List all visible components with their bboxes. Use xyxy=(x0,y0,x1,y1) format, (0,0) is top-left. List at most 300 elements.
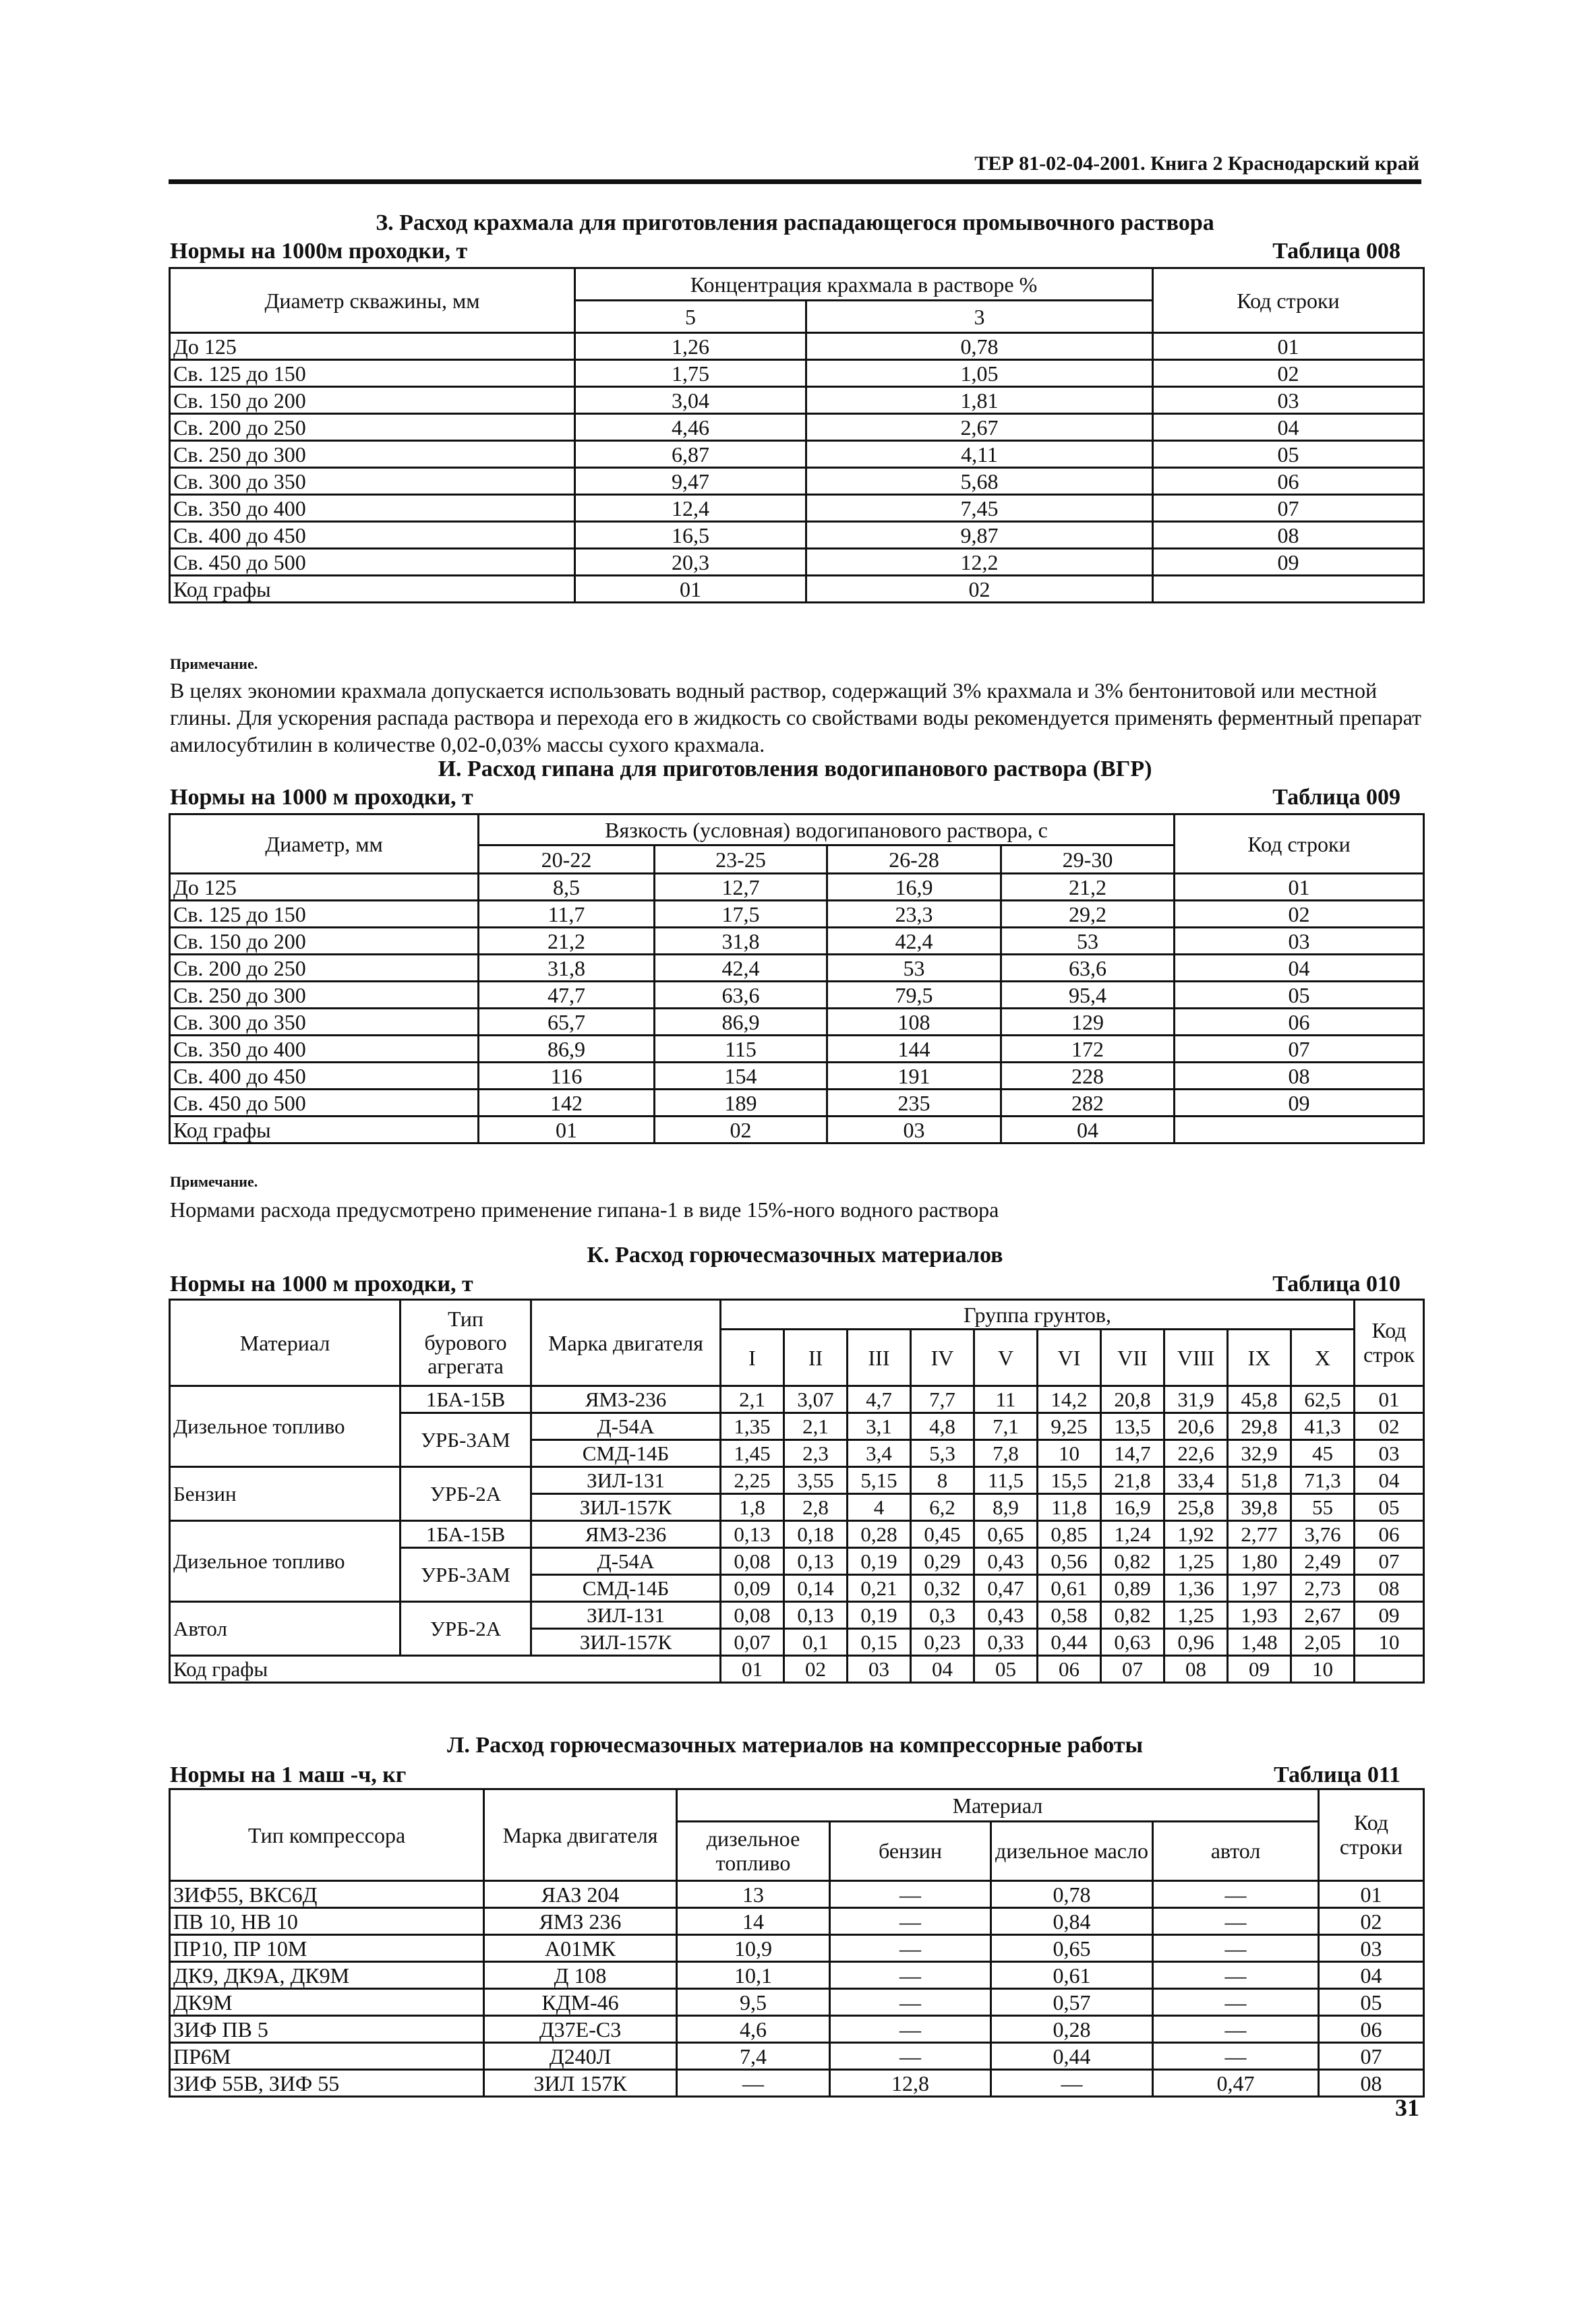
col-head-drill-unit: Тип бурового агрегата xyxy=(401,1300,531,1386)
table-cell: 172 xyxy=(1001,1036,1175,1063)
table-cell: 0,28 xyxy=(991,2016,1153,2043)
table-cell: 0,44 xyxy=(991,2043,1153,2070)
table-row xyxy=(170,1521,1424,1548)
table-cell: 12,2 xyxy=(806,549,1153,576)
value-cell: 11,8 xyxy=(1038,1494,1101,1521)
col-head-visc-1: 20-22 xyxy=(479,845,655,874)
table-cell: КДМ-46 xyxy=(484,1989,677,2016)
table-cell: 12,8 xyxy=(830,2070,991,2097)
value-cell: 0,32 xyxy=(911,1575,974,1602)
table-cell: 10,9 xyxy=(677,1935,830,1962)
table-cell: Св. 150 до 200 xyxy=(170,387,575,414)
value-cell: 0,19 xyxy=(848,1602,911,1629)
row-code-cell: 06 xyxy=(1355,1521,1424,1548)
value-cell: 0,63 xyxy=(1101,1629,1164,1656)
table-cell: 86,9 xyxy=(479,1036,655,1063)
table-cell: А01МК xyxy=(484,1935,677,1962)
table-cell: 228 xyxy=(1001,1063,1175,1090)
value-cell: 1,97 xyxy=(1228,1575,1291,1602)
graph-code-cell: 02 xyxy=(655,1117,827,1143)
value-cell: 3,4 xyxy=(848,1440,911,1467)
col-head-diameter: Диаметр скважины, мм xyxy=(170,268,575,333)
value-cell: 10 xyxy=(1038,1440,1101,1467)
section-title-fuel: К. Расход горючесмазочных материалов xyxy=(587,1243,1003,1268)
section-title-starch: З. Расход крахмала для приготовления распадающегося промывочного раствора xyxy=(376,210,1214,235)
table-cell: 86,9 xyxy=(655,1009,827,1036)
graph-code-row xyxy=(170,1656,1424,1683)
col-head-group-3: III xyxy=(848,1330,911,1386)
table-cell: 53 xyxy=(827,955,1001,982)
norms-label-compressor: Нормы на 1 маш -ч, кг xyxy=(170,1762,407,1787)
table-cell: Св. 125 до 150 xyxy=(170,360,575,387)
value-cell: 51,8 xyxy=(1228,1467,1291,1494)
value-cell: 9,25 xyxy=(1038,1413,1101,1440)
drill-unit-cell: 1БА-15В xyxy=(401,1386,531,1413)
table-row xyxy=(170,414,1424,441)
empty-cell xyxy=(1355,1656,1424,1683)
table-row xyxy=(170,1881,1424,1908)
value-cell: 0,08 xyxy=(721,1548,784,1575)
table-cell: — xyxy=(1153,1881,1319,1908)
value-cell: 7,7 xyxy=(911,1386,974,1413)
value-cell: 1,8 xyxy=(721,1494,784,1521)
table-cell: 07 xyxy=(1153,495,1424,522)
col-head-group-9: IX xyxy=(1228,1330,1291,1386)
value-cell: 0,28 xyxy=(848,1521,911,1548)
graph-code-cell: 10 xyxy=(1291,1656,1355,1683)
table-cell: 07 xyxy=(1319,2043,1424,2070)
value-cell: 16,9 xyxy=(1101,1494,1164,1521)
graph-code-row xyxy=(170,576,1424,603)
table-cell: 0,84 xyxy=(991,1908,1153,1935)
row-code-cell: 02 xyxy=(1355,1413,1424,1440)
table-cell: 282 xyxy=(1001,1090,1175,1117)
row-code-cell: 09 xyxy=(1355,1602,1424,1629)
graph-code-cell: 09 xyxy=(1228,1656,1291,1683)
drill-unit-cell: УРБ-3АМ xyxy=(401,1548,531,1602)
table-row xyxy=(170,1090,1424,1117)
table-cell: 9,47 xyxy=(575,468,806,495)
table-cell: 12,4 xyxy=(575,495,806,522)
table-cell: ЯАЗ 204 xyxy=(484,1881,677,1908)
drill-unit-cell: 1БА-15В xyxy=(401,1521,531,1548)
col-head-conc-5: 5 xyxy=(575,301,806,333)
engine-cell: ЗИЛ-131 xyxy=(531,1602,721,1629)
table-row xyxy=(170,1602,1424,1629)
value-cell: 41,3 xyxy=(1291,1413,1355,1440)
table-number-011: Таблица 011 xyxy=(1274,1762,1400,1787)
table-cell: 06 xyxy=(1153,468,1424,495)
col-head-visc-4: 29-30 xyxy=(1001,845,1175,874)
table-cell: 9,5 xyxy=(677,1989,830,2016)
table-cell: 02 xyxy=(1175,901,1424,928)
value-cell: 0,56 xyxy=(1038,1548,1101,1575)
table-cell: Св. 300 до 350 xyxy=(170,1009,479,1036)
table-cell: ПВ 10, НВ 10 xyxy=(170,1908,484,1935)
header-rule xyxy=(169,179,1421,184)
table-011 xyxy=(169,1788,1425,2098)
row-code-cell: 10 xyxy=(1355,1629,1424,1656)
col-head-material: Материал xyxy=(677,1789,1319,1822)
value-cell: 0,47 xyxy=(974,1575,1038,1602)
table-cell: — xyxy=(1153,1908,1319,1935)
table-cell: 6,87 xyxy=(575,441,806,468)
table-cell: 23,3 xyxy=(827,901,1001,928)
value-cell: 0,13 xyxy=(721,1521,784,1548)
note-heading-gipan: Примечание. xyxy=(170,1173,258,1190)
graph-code-cell: 03 xyxy=(827,1117,1001,1143)
engine-cell: ЯМЗ-236 xyxy=(531,1521,721,1548)
table-cell: — xyxy=(1153,2043,1319,2070)
graph-code-cell: 04 xyxy=(911,1656,974,1683)
table-cell: 1,75 xyxy=(575,360,806,387)
col-head-group-5: V xyxy=(974,1330,1038,1386)
graph-code-cell: 08 xyxy=(1164,1656,1228,1683)
value-cell: 14,7 xyxy=(1101,1440,1164,1467)
value-cell: 11 xyxy=(974,1386,1038,1413)
col-head-group-7: VII xyxy=(1101,1330,1164,1386)
table-cell: 16,9 xyxy=(827,874,1001,901)
value-cell: 0,13 xyxy=(784,1602,848,1629)
row-code-cell: 01 xyxy=(1355,1386,1424,1413)
drill-unit-cell: УРБ-2А xyxy=(401,1467,531,1521)
table-cell: ЗИФ 55В, ЗИФ 55 xyxy=(170,2070,484,2097)
graph-code-cell: 01 xyxy=(479,1117,655,1143)
value-cell: 11,5 xyxy=(974,1467,1038,1494)
table-cell: 95,4 xyxy=(1001,982,1175,1009)
table-cell: 06 xyxy=(1319,2016,1424,2043)
table-cell: 0,57 xyxy=(991,1989,1153,2016)
table-cell: 05 xyxy=(1175,982,1424,1009)
table-row xyxy=(170,468,1424,495)
col-head-diesel-oil: дизельное масло xyxy=(991,1822,1153,1881)
value-cell: 7,1 xyxy=(974,1413,1038,1440)
table-cell: ДК9, ДК9А, ДК9М xyxy=(170,1962,484,1989)
table-cell: 01 xyxy=(1319,1881,1424,1908)
table-cell: 17,5 xyxy=(655,901,827,928)
value-cell: 22,6 xyxy=(1164,1440,1228,1467)
table-cell: 1,81 xyxy=(806,387,1153,414)
table-cell: 1,05 xyxy=(806,360,1153,387)
table-cell: 7,45 xyxy=(806,495,1153,522)
value-cell: 2,05 xyxy=(1291,1629,1355,1656)
page-number: 31 xyxy=(1395,2094,1419,2121)
value-cell: 4 xyxy=(848,1494,911,1521)
table-row xyxy=(170,874,1424,901)
value-cell: 32,9 xyxy=(1228,1440,1291,1467)
table-row xyxy=(170,2070,1424,2097)
table-cell: 8,5 xyxy=(479,874,655,901)
value-cell: 1,80 xyxy=(1228,1548,1291,1575)
table-cell: — xyxy=(830,2043,991,2070)
table-cell: Св. 150 до 200 xyxy=(170,928,479,955)
value-cell: 33,4 xyxy=(1164,1467,1228,1494)
engine-cell: Д-54А xyxy=(531,1413,721,1440)
col-head-row-code: Код строки xyxy=(1319,1789,1424,1881)
value-cell: 0,44 xyxy=(1038,1629,1101,1656)
value-cell: 7,8 xyxy=(974,1440,1038,1467)
row-code-cell: 07 xyxy=(1355,1548,1424,1575)
material-cell: Дизельное топливо xyxy=(170,1386,401,1467)
graph-code-cell: 02 xyxy=(806,576,1153,603)
value-cell: 15,5 xyxy=(1038,1467,1101,1494)
table-cell: 42,4 xyxy=(655,955,827,982)
table-cell: 108 xyxy=(827,1009,1001,1036)
table-cell: ПР6М xyxy=(170,2043,484,2070)
norms-label-gipan: Нормы на 1000 м проходки, т xyxy=(170,785,473,810)
value-cell: 0,82 xyxy=(1101,1602,1164,1629)
table-cell: 144 xyxy=(827,1036,1001,1063)
value-cell: 0,23 xyxy=(911,1629,974,1656)
col-head-diameter: Диаметр, мм xyxy=(170,814,479,874)
value-cell: 1,25 xyxy=(1164,1602,1228,1629)
value-cell: 1,25 xyxy=(1164,1548,1228,1575)
col-head-viscosity: Вязкость (условная) водогипанового раствора, с xyxy=(479,814,1175,845)
value-cell: 0,65 xyxy=(974,1521,1038,1548)
graph-code-cell: Код графы xyxy=(170,1117,479,1143)
value-cell: 2,1 xyxy=(721,1386,784,1413)
value-cell: 1,93 xyxy=(1228,1602,1291,1629)
table-cell: ПР10, ПР 10М xyxy=(170,1935,484,1962)
value-cell: 0,45 xyxy=(911,1521,974,1548)
engine-cell: ЗИЛ-131 xyxy=(531,1467,721,1494)
value-cell: 0,3 xyxy=(911,1602,974,1629)
table-cell: 42,4 xyxy=(827,928,1001,955)
value-cell: 45 xyxy=(1291,1440,1355,1467)
table-cell: 191 xyxy=(827,1063,1001,1090)
table-cell: 11,7 xyxy=(479,901,655,928)
table-row xyxy=(170,1063,1424,1090)
value-cell: 4,8 xyxy=(911,1413,974,1440)
table-cell: 06 xyxy=(1175,1009,1424,1036)
col-head-soil-group: Группа грунтов, xyxy=(721,1300,1355,1330)
table-row xyxy=(170,1036,1424,1063)
engine-cell: ЗИЛ-157К xyxy=(531,1494,721,1521)
value-cell: 31,9 xyxy=(1164,1386,1228,1413)
table-cell: — xyxy=(830,1935,991,1962)
value-cell: 13,5 xyxy=(1101,1413,1164,1440)
table-cell: 29,2 xyxy=(1001,901,1175,928)
table-cell: 4,46 xyxy=(575,414,806,441)
value-cell: 0,08 xyxy=(721,1602,784,1629)
value-cell: 0,1 xyxy=(784,1629,848,1656)
table-cell: 14 xyxy=(677,1908,830,1935)
table-cell: — xyxy=(677,2070,830,2097)
graph-code-cell: 02 xyxy=(784,1656,848,1683)
table-cell: До 125 xyxy=(170,333,575,360)
graph-code-cell: 07 xyxy=(1101,1656,1164,1683)
value-cell: 4,7 xyxy=(848,1386,911,1413)
table-cell: 7,4 xyxy=(677,2043,830,2070)
table-number-008: Таблица 008 xyxy=(1272,239,1400,264)
value-cell: 0,13 xyxy=(784,1548,848,1575)
table-cell: 63,6 xyxy=(1001,955,1175,982)
col-head-row-code: Код строки xyxy=(1153,268,1424,333)
table-row xyxy=(170,1908,1424,1935)
value-cell: 0,14 xyxy=(784,1575,848,1602)
value-cell: 0,96 xyxy=(1164,1629,1228,1656)
table-010 xyxy=(169,1299,1425,1684)
table-008 xyxy=(169,267,1425,603)
table-cell: — xyxy=(1153,1989,1319,2016)
table-number-009: Таблица 009 xyxy=(1272,785,1400,810)
col-head-petrol: бензин xyxy=(830,1822,991,1881)
table-cell: 08 xyxy=(1175,1063,1424,1090)
drill-unit-cell: УРБ-3АМ xyxy=(401,1413,531,1467)
table-cell: 08 xyxy=(1319,2070,1424,2097)
table-cell: 13 xyxy=(677,1881,830,1908)
col-head-engine: Марка двигателя xyxy=(484,1789,677,1881)
value-cell: 1,48 xyxy=(1228,1629,1291,1656)
table-cell: Св. 300 до 350 xyxy=(170,468,575,495)
value-cell: 14,2 xyxy=(1038,1386,1101,1413)
graph-code-cell: 05 xyxy=(974,1656,1038,1683)
table-cell: 189 xyxy=(655,1090,827,1117)
value-cell: 2,67 xyxy=(1291,1602,1355,1629)
table-cell: 03 xyxy=(1319,1935,1424,1962)
table-row xyxy=(170,2043,1424,2070)
graph-code-cell: 01 xyxy=(721,1656,784,1683)
engine-cell: ЯМЗ-236 xyxy=(531,1386,721,1413)
col-head-row-code: Код строк xyxy=(1355,1300,1424,1386)
table-row xyxy=(170,360,1424,387)
norms-label-starch: Нормы на 1000м проходки, т xyxy=(170,239,468,264)
value-cell: 45,8 xyxy=(1228,1386,1291,1413)
table-cell: 07 xyxy=(1175,1036,1424,1063)
table-row xyxy=(170,549,1424,576)
value-cell: 0,33 xyxy=(974,1629,1038,1656)
table-cell: Д240Л xyxy=(484,2043,677,2070)
table-cell: 09 xyxy=(1153,549,1424,576)
table-cell: 02 xyxy=(1319,1908,1424,1935)
table-cell: — xyxy=(830,1908,991,1935)
value-cell: 0,15 xyxy=(848,1629,911,1656)
value-cell: 71,3 xyxy=(1291,1467,1355,1494)
value-cell: 0,07 xyxy=(721,1629,784,1656)
table-cell: Св. 125 до 150 xyxy=(170,901,479,928)
col-head-visc-2: 23-25 xyxy=(655,845,827,874)
table-cell: 0,61 xyxy=(991,1962,1153,1989)
note-heading-starch: Примечание. xyxy=(170,655,258,672)
table-row xyxy=(170,1386,1424,1413)
table-cell: 115 xyxy=(655,1036,827,1063)
table-cell: — xyxy=(1153,1935,1319,1962)
material-cell: Дизельное топливо xyxy=(170,1521,401,1602)
table-cell: 3,04 xyxy=(575,387,806,414)
table-cell: 4,11 xyxy=(806,441,1153,468)
table-cell: 01 xyxy=(1153,333,1424,360)
table-cell: 142 xyxy=(479,1090,655,1117)
col-head-group-2: II xyxy=(784,1330,848,1386)
table-cell: 02 xyxy=(1153,360,1424,387)
document-reference: ТЕР 81-02-04-2001. Книга 2 Краснодарский край xyxy=(974,152,1419,175)
value-cell: 1,92 xyxy=(1164,1521,1228,1548)
col-head-group-4: IV xyxy=(911,1330,974,1386)
table-cell: Св. 200 до 250 xyxy=(170,955,479,982)
value-cell: 1,24 xyxy=(1101,1521,1164,1548)
table-cell: Св. 400 до 450 xyxy=(170,1063,479,1090)
value-cell: 0,19 xyxy=(848,1548,911,1575)
table-cell: — xyxy=(991,2070,1153,2097)
col-head-autol: автол xyxy=(1153,1822,1319,1881)
table-cell: ДК9М xyxy=(170,1989,484,2016)
table-cell: 16,5 xyxy=(575,522,806,549)
table-cell: — xyxy=(830,2016,991,2043)
table-cell: 31,8 xyxy=(655,928,827,955)
table-cell: Св. 450 до 500 xyxy=(170,549,575,576)
note-starch: В целях экономии крахмала допускается использовать водный раствор, содержащий 3% крахмала и 3% бентонитовой или местной глины. Для ускорения распада раствора и перехода его в жидкость со свойствами воды рекомендуется применять ферментный препарат амилосубтилин в количестве 0,02-0,03% массы сухого крахмала. xyxy=(170,678,1421,756)
col-head-group-10: X xyxy=(1291,1330,1355,1386)
table-row xyxy=(170,522,1424,549)
table-cell: ЗИЛ 157К xyxy=(484,2070,677,2097)
table-cell: 09 xyxy=(1175,1090,1424,1117)
value-cell: 0,09 xyxy=(721,1575,784,1602)
table-cell: 47,7 xyxy=(479,982,655,1009)
value-cell: 20,6 xyxy=(1164,1413,1228,1440)
table-cell: 0,78 xyxy=(991,1881,1153,1908)
table-009 xyxy=(169,813,1425,1144)
table-row xyxy=(170,1989,1424,2016)
value-cell: 8,9 xyxy=(974,1494,1038,1521)
value-cell: 1,45 xyxy=(721,1440,784,1467)
empty-cell xyxy=(1175,1117,1424,1143)
graph-code-cell: Код графы xyxy=(170,576,575,603)
table-number-010: Таблица 010 xyxy=(1272,1272,1400,1297)
section-title-compressor: Л. Расход горючесмазочных материалов на компрессорные работы xyxy=(446,1733,1143,1758)
table-cell: — xyxy=(1153,2016,1319,2043)
table-row xyxy=(170,441,1424,468)
table-cell: ЗИФ ПВ 5 xyxy=(170,2016,484,2043)
material-cell: Автол xyxy=(170,1602,401,1656)
value-cell: 2,25 xyxy=(721,1467,784,1494)
table-cell: Св. 250 до 300 xyxy=(170,441,575,468)
table-row xyxy=(170,495,1424,522)
table-cell: 9,87 xyxy=(806,522,1153,549)
col-head-row-code: Код строки xyxy=(1175,814,1424,874)
graph-code-cell: 03 xyxy=(848,1656,911,1683)
table-cell: 53 xyxy=(1001,928,1175,955)
col-head-material: Материал xyxy=(170,1300,401,1386)
engine-cell: ЗИЛ-157К xyxy=(531,1629,721,1656)
value-cell: 0,82 xyxy=(1101,1548,1164,1575)
row-code-cell: 03 xyxy=(1355,1440,1424,1467)
table-cell: 0,65 xyxy=(991,1935,1153,1962)
value-cell: 2,1 xyxy=(784,1413,848,1440)
table-row xyxy=(170,901,1424,928)
table-cell: 05 xyxy=(1153,441,1424,468)
table-cell: Д37Е-С3 xyxy=(484,2016,677,2043)
col-head-compressor-type: Тип компрессора xyxy=(170,1789,484,1881)
empty-cell xyxy=(1153,576,1424,603)
table-cell: 04 xyxy=(1175,955,1424,982)
graph-code-row xyxy=(170,1117,1424,1143)
table-row xyxy=(170,1467,1424,1494)
table-cell: Св. 350 до 400 xyxy=(170,495,575,522)
table-row xyxy=(170,1935,1424,1962)
table-row xyxy=(170,928,1424,955)
value-cell: 2,8 xyxy=(784,1494,848,1521)
table-cell: 04 xyxy=(1153,414,1424,441)
value-cell: 2,73 xyxy=(1291,1575,1355,1602)
table-row xyxy=(170,333,1424,360)
table-cell: 0,47 xyxy=(1153,2070,1319,2097)
value-cell: 55 xyxy=(1291,1494,1355,1521)
norms-label-fuel: Нормы на 1000 м проходки, т xyxy=(170,1272,473,1297)
value-cell: 1,35 xyxy=(721,1413,784,1440)
table-cell: 5,68 xyxy=(806,468,1153,495)
table-row xyxy=(170,982,1424,1009)
value-cell: 5,15 xyxy=(848,1467,911,1494)
